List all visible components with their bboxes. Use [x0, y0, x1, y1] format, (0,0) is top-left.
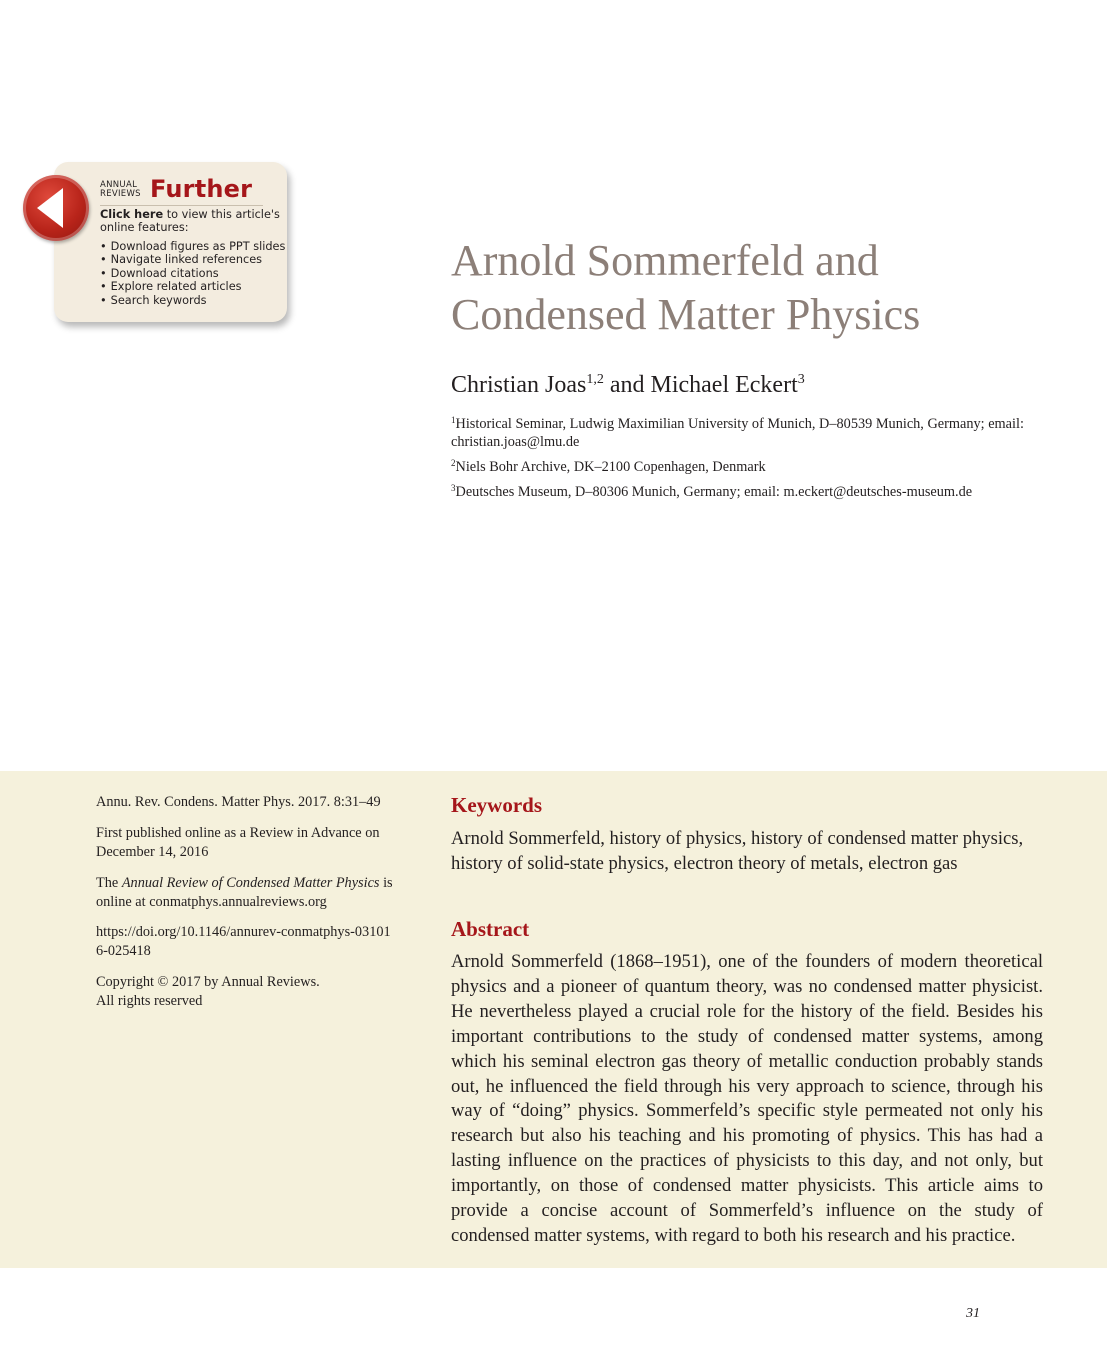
further-divider — [100, 205, 263, 206]
keywords-text: Arnold Sommerfeld, history of physics, history of condensed matter physics, history of solid-state physics, electron theory of metals, electron gas — [451, 828, 1024, 874]
author-2-sup: 3 — [797, 372, 805, 387]
article-title — [451, 234, 1071, 342]
abstract-heading: Abstract — [451, 917, 530, 941]
affiliation-sup: 3 — [451, 483, 456, 493]
author-1: Christian Joas — [451, 372, 587, 398]
author-joiner: and Michael Eckert — [603, 372, 798, 398]
journal-suffix: is online at conmatphys.annualreviews.org — [96, 875, 393, 910]
click-here-link[interactable]: Click here — [100, 208, 164, 221]
copyright-line-2: All rights reserved — [96, 992, 203, 1009]
affiliation-3 — [451, 483, 1051, 501]
keywords-heading: Keywords — [451, 793, 542, 817]
abstract-text: Arnold Sommerfeld (1868–1951), one of the founders of modern theoretical physics and a pioneer of quantum theory, was no condensed matter physicist. He nevertheless played a crucial role for the history of the field. Besides his important contributions to the study of condensed matter systems, among which his seminal electron gas theory of metallic conduction probably stands out, he influenced the field through his very approach to science, through his way of “doing” physics. Sommerfeld’s specific style permeated not only his research but also his teaching and his promoting of physics. This has had a lasting influence on the practices of physicists to this day, and not only, but importantly, on those of condensed matter physicists. This article aims to provide a concise account of Sommerfeld’s influence on the study of condensed matter systems, with regard to both his research and his practice. — [451, 951, 1043, 1246]
copyright-line-1: Copyright © 2017 by Annual Reviews. — [96, 974, 320, 990]
affiliation-2 — [451, 458, 1051, 476]
affiliation-sup: 1 — [451, 415, 456, 425]
copyright — [96, 973, 406, 1010]
title-line-1: Arnold Sommerfeld and — [451, 236, 879, 285]
affiliation-text: Historical Seminar, Ludwig Maximilian University of Munich, D–80539 Munich, Germany; email: christian.joas@lmu.de — [451, 416, 1024, 450]
first-published: First published online as a Review in Advance on December 14, 2016 — [96, 825, 380, 860]
journal-name: Annual Review of Condensed Matter Physics — [121, 875, 380, 891]
further-wordmark: Further — [150, 175, 253, 203]
doi-link[interactable]: https://doi.org/10.1146/annurev-conmatphys-031016-025418 — [96, 924, 391, 959]
affiliation-text: Niels Bohr Archive, DK–2100 Copenhagen, Denmark — [455, 459, 766, 475]
feature-item[interactable]: • Search keywords — [100, 294, 285, 307]
journal-online — [96, 874, 406, 911]
affiliation-sup: 2 — [451, 458, 456, 468]
back-arrow-icon[interactable] — [23, 175, 89, 241]
feature-item[interactable]: • Download citations — [100, 267, 285, 280]
feature-item[interactable]: • Download figures as PPT slides — [100, 240, 285, 253]
feature-item[interactable]: • Navigate linked references — [100, 253, 285, 266]
arrow-triangle — [37, 188, 63, 228]
further-features-box — [54, 162, 287, 322]
affiliation-text: Deutsches Museum, D–80306 Munich, Germany; email: m.eckert@deutsches-museum.de — [455, 484, 973, 500]
title-line-2: Condensed Matter Physics — [451, 290, 921, 339]
annual-reviews-further-logo — [100, 175, 270, 204]
further-intro — [100, 208, 280, 234]
annual-reviews-wordmark — [100, 181, 141, 199]
further-feature-list — [100, 240, 285, 307]
citation-line: Annu. Rev. Condens. Matter Phys. 2017. 8:31–49 — [96, 794, 381, 810]
feature-item[interactable]: • Explore related articles — [100, 280, 285, 293]
brand-small-annual: ANNUAL — [100, 180, 138, 190]
author-1-sup: 1,2 — [586, 372, 604, 387]
brand-small-reviews: REVIEWS — [100, 189, 141, 199]
journal-prefix: The — [96, 875, 122, 891]
page-number: 31 — [966, 1306, 980, 1321]
affiliation-1 — [451, 415, 1051, 451]
further-intro-text: to view this article's online features: — [100, 208, 280, 234]
author-line — [451, 369, 805, 401]
